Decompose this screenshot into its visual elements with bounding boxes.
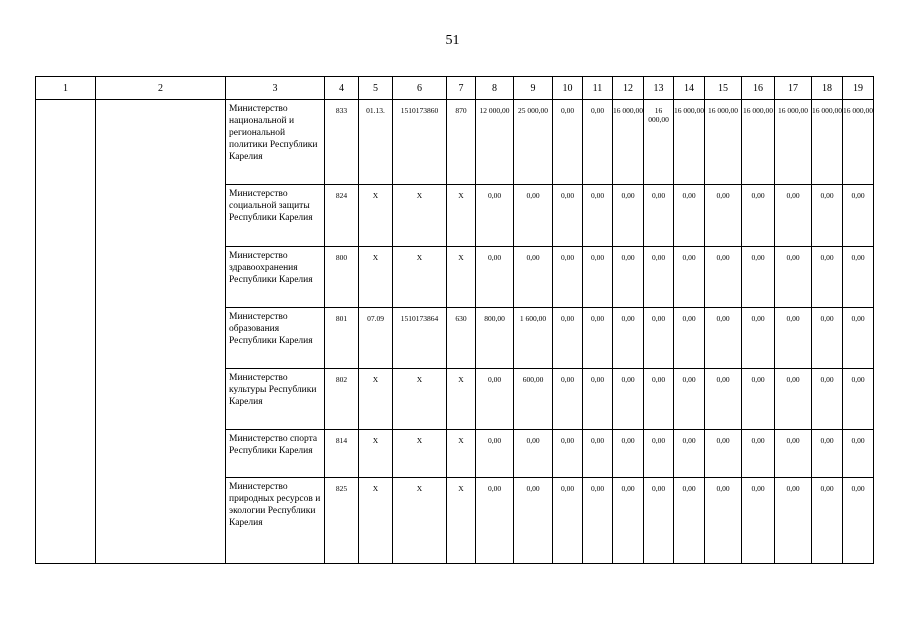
table-cell: 0,00 xyxy=(644,430,674,478)
column-header: 13 xyxy=(644,77,674,100)
table-cell: 0,00 xyxy=(644,185,674,247)
table-cell: 0,00 xyxy=(583,478,613,564)
table-body xyxy=(36,100,874,564)
table-cell: 802 xyxy=(325,369,359,430)
table-cell: X xyxy=(393,430,447,478)
table-cell: 0,00 xyxy=(514,247,553,308)
column-header: 7 xyxy=(447,77,476,100)
table-cell: 12 000,00 xyxy=(476,100,514,185)
table-cell: 824 xyxy=(325,185,359,247)
table-cell: X xyxy=(447,247,476,308)
table-cell: 801 xyxy=(325,308,359,369)
col-2-cell xyxy=(96,100,226,564)
table-cell: 0,00 xyxy=(812,369,843,430)
table-row xyxy=(36,100,874,185)
table-cell: 01.13. xyxy=(359,100,393,185)
table-cell: 0,00 xyxy=(775,430,812,478)
table-cell: 0,00 xyxy=(674,185,705,247)
table-cell: 16 000,00 xyxy=(742,100,775,185)
table-cell: X xyxy=(359,247,393,308)
table-cell: 0,00 xyxy=(644,369,674,430)
column-header: 9 xyxy=(514,77,553,100)
table-cell: 0,00 xyxy=(843,247,874,308)
column-header: 14 xyxy=(674,77,705,100)
table-cell: 0,00 xyxy=(742,308,775,369)
table-cell: 0,00 xyxy=(613,478,644,564)
agency-name: Министерство социальной защиты Республики Карелия xyxy=(226,185,325,247)
agency-name: Министерство природных ресурсов и экологии Республики Карелия xyxy=(226,478,325,564)
table-cell: 0,00 xyxy=(553,247,583,308)
column-header: 3 xyxy=(226,77,325,100)
table-cell: 0,00 xyxy=(705,478,742,564)
agency-name: Министерство здравоохранения Республики Карелия xyxy=(226,247,325,308)
table-cell: 16 000,00 xyxy=(775,100,812,185)
table-cell: X xyxy=(359,369,393,430)
table-cell: 0,00 xyxy=(553,478,583,564)
table-cell: 07.09 xyxy=(359,308,393,369)
agency-name: Министерство образования Республики Карелия xyxy=(226,308,325,369)
table-cell: 0,00 xyxy=(674,430,705,478)
table-cell: 0,00 xyxy=(553,369,583,430)
column-header: 1 xyxy=(36,77,96,100)
table-cell: 0,00 xyxy=(583,100,613,185)
table-cell: 0,00 xyxy=(613,185,644,247)
table-cell: 16 000,00 xyxy=(843,100,874,185)
column-header: 4 xyxy=(325,77,359,100)
table-cell: X xyxy=(393,369,447,430)
table-cell: 0,00 xyxy=(705,185,742,247)
table-cell: 600,00 xyxy=(514,369,553,430)
table-cell: 25 000,00 xyxy=(514,100,553,185)
table-cell: 0,00 xyxy=(843,478,874,564)
table-cell: 0,00 xyxy=(705,308,742,369)
column-header: 15 xyxy=(705,77,742,100)
table-cell: 0,00 xyxy=(674,369,705,430)
column-header: 17 xyxy=(775,77,812,100)
table-cell: 870 xyxy=(447,100,476,185)
table-cell: 0,00 xyxy=(775,369,812,430)
table-cell: 0,00 xyxy=(553,100,583,185)
table-cell: 630 xyxy=(447,308,476,369)
column-header: 18 xyxy=(812,77,843,100)
column-header: 16 xyxy=(742,77,775,100)
column-header: 8 xyxy=(476,77,514,100)
table-cell: 0,00 xyxy=(843,369,874,430)
table-cell: 0,00 xyxy=(775,247,812,308)
table-cell: X xyxy=(447,369,476,430)
table-cell: 0,00 xyxy=(476,369,514,430)
table-cell: 0,00 xyxy=(812,308,843,369)
budget-table xyxy=(35,76,874,564)
table-cell: 0,00 xyxy=(775,478,812,564)
table-cell: 0,00 xyxy=(775,308,812,369)
agency-name: Министерство спорта Республики Карелия xyxy=(226,430,325,478)
table-cell: 0,00 xyxy=(705,369,742,430)
table-cell: 0,00 xyxy=(476,247,514,308)
table-cell: 0,00 xyxy=(644,478,674,564)
table-cell: 0,00 xyxy=(514,185,553,247)
table-cell: 16 000,00 xyxy=(705,100,742,185)
table-cell: 0,00 xyxy=(812,185,843,247)
table-cell: 16 000,00 xyxy=(644,100,674,185)
table-cell: 0,00 xyxy=(742,430,775,478)
table-cell: 0,00 xyxy=(775,185,812,247)
col-1-cell xyxy=(36,100,96,564)
table-cell: 1 600,00 xyxy=(514,308,553,369)
table-cell: 0,00 xyxy=(583,369,613,430)
table-cell: 0,00 xyxy=(674,478,705,564)
table-cell: 0,00 xyxy=(476,185,514,247)
table-cell: 0,00 xyxy=(613,247,644,308)
table-cell: X xyxy=(447,478,476,564)
table-cell: 1510173860 xyxy=(393,100,447,185)
table-cell: 0,00 xyxy=(476,430,514,478)
table-cell: 0,00 xyxy=(514,430,553,478)
table-cell: 814 xyxy=(325,430,359,478)
table-cell: 0,00 xyxy=(742,185,775,247)
table-cell: 0,00 xyxy=(742,478,775,564)
table-cell: 825 xyxy=(325,478,359,564)
table-cell: 1510173864 xyxy=(393,308,447,369)
table-cell: 16 000,00 xyxy=(674,100,705,185)
header-row xyxy=(36,77,874,100)
table-cell: 0,00 xyxy=(583,308,613,369)
table-cell: 0,00 xyxy=(514,478,553,564)
table-cell: 0,00 xyxy=(674,247,705,308)
table-cell: 800,00 xyxy=(476,308,514,369)
table-cell: 0,00 xyxy=(583,185,613,247)
table-cell: X xyxy=(393,185,447,247)
column-header: 12 xyxy=(613,77,644,100)
table-cell: 0,00 xyxy=(644,308,674,369)
table-cell: 0,00 xyxy=(613,308,644,369)
table-cell: 800 xyxy=(325,247,359,308)
table-cell: 0,00 xyxy=(553,430,583,478)
table-cell: 0,00 xyxy=(476,478,514,564)
table-cell: 0,00 xyxy=(812,478,843,564)
table-cell: 16 000,00 xyxy=(812,100,843,185)
table-cell: 0,00 xyxy=(553,185,583,247)
page-number: 51 xyxy=(445,33,460,48)
table-cell: 0,00 xyxy=(742,247,775,308)
table-cell: 0,00 xyxy=(613,430,644,478)
table-cell: 0,00 xyxy=(553,308,583,369)
table-cell: X xyxy=(359,430,393,478)
table-cell: 0,00 xyxy=(583,247,613,308)
table-cell: 0,00 xyxy=(843,185,874,247)
table-cell: 0,00 xyxy=(613,369,644,430)
table-cell: X xyxy=(393,478,447,564)
table-cell: 0,00 xyxy=(812,430,843,478)
table-cell: X xyxy=(447,430,476,478)
agency-name: Министерство национальной и региональной политики Республики Карелия xyxy=(226,100,325,185)
column-header: 2 xyxy=(96,77,226,100)
table-cell: X xyxy=(393,247,447,308)
table-cell: 16 000,00 xyxy=(613,100,644,185)
table-cell: 0,00 xyxy=(583,430,613,478)
column-header: 6 xyxy=(393,77,447,100)
table-cell: 0,00 xyxy=(644,247,674,308)
agency-name: Министерство культуры Республики Карелия xyxy=(226,369,325,430)
column-header: 19 xyxy=(843,77,874,100)
table-cell: 0,00 xyxy=(843,308,874,369)
table-cell: 833 xyxy=(325,100,359,185)
column-header: 11 xyxy=(583,77,613,100)
table-cell: X xyxy=(359,478,393,564)
table-cell: 0,00 xyxy=(705,247,742,308)
column-header: 10 xyxy=(553,77,583,100)
table-cell: X xyxy=(447,185,476,247)
table-cell: X xyxy=(359,185,393,247)
table-cell: 0,00 xyxy=(674,308,705,369)
table-cell: 0,00 xyxy=(812,247,843,308)
column-header: 5 xyxy=(359,77,393,100)
table-cell: 0,00 xyxy=(705,430,742,478)
table-cell: 0,00 xyxy=(742,369,775,430)
table-cell: 0,00 xyxy=(843,430,874,478)
